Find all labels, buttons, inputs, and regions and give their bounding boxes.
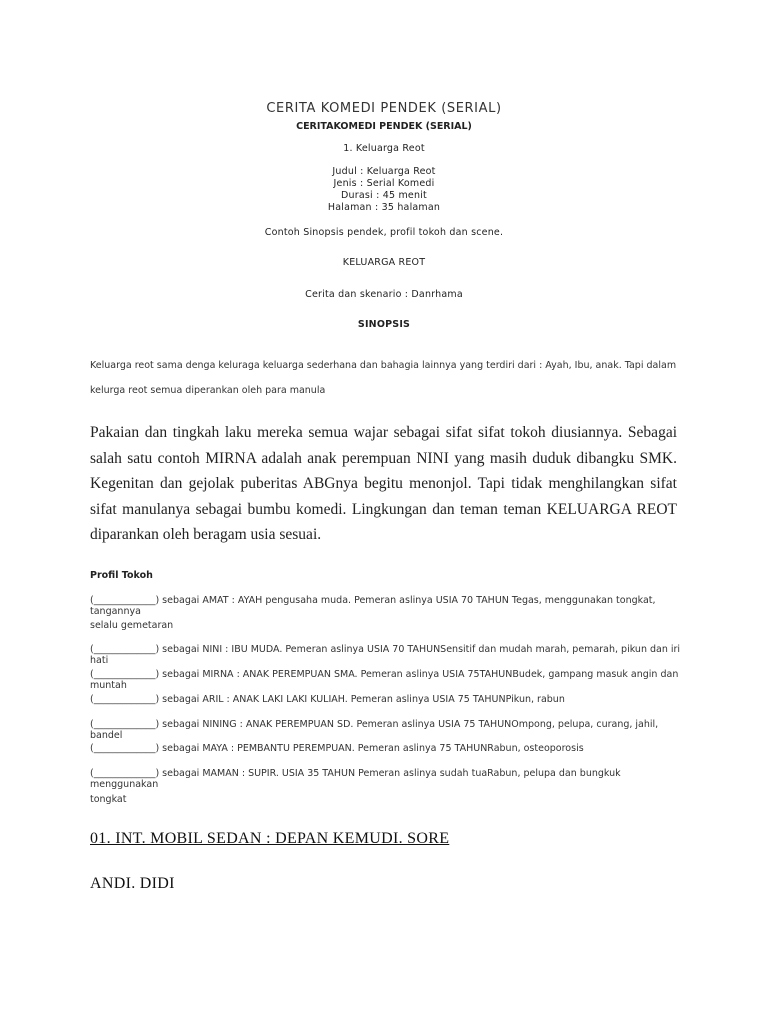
episode-meta (0, 143, 768, 214)
profil-line: (_____________) sebagai ARIL : ANAK LAKI LAKI KULIAH. Pemeran aslinya USIA 75 TAHUNPikun, rabun (90, 694, 565, 705)
profil-line: tongkat (90, 794, 127, 805)
profil-heading: Profil Tokoh (90, 570, 153, 581)
profil-line: selalu gemetaran (90, 620, 174, 631)
example-note: Contoh Sinopsis pendek, profil tokoh dan scene. (264, 227, 504, 238)
profil-line: (_____________) sebagai MIRNA : ANAK PEREMPUAN SMA. Pemeran aslinya USIA 75TAHUNBudek, gampang masuk angin dan muntah (90, 669, 679, 691)
profil-line: (_____________) sebagai NINI : IBU MUDA. Pemeran aslinya USIA 70 TAHUNSensitif dan mudah marah, pemarah, pikun dan iri hati (90, 644, 681, 666)
episode-number: 1. Keluarga Reot (343, 143, 425, 154)
profil-line: (_____________) sebagai NINING : ANAK PEREMPUAN SD. Pemeran aslinya USIA 75 TAHUNOmpong, pelupa, curang, jahil, bandel (90, 719, 659, 741)
character-names: ANDI. DIDI (90, 875, 175, 892)
spacer (0, 155, 768, 166)
sinopsis-line: Keluarga reot sama denga keluraga keluarga sederhana dan bahagia lainnya yang terdiri dari : Ayah, Ibu, anak. Tapi dalam (90, 360, 677, 371)
scene-heading: 01. INT. MOBIL SEDAN : DEPAN KEMUDI. SORE (90, 830, 450, 847)
sinopsis-line: kelurga reot semua diperankan oleh para manula (90, 385, 326, 396)
profil-line: (_____________) sebagai AMAT : AYAH pengusaha muda. Pemeran aslinya USIA 70 TAHUN Tegas, menggunakan tongkat, tangannya (90, 595, 656, 617)
document-title: CERITA KOMEDI PENDEK (SERIAL) (266, 101, 502, 116)
sinopsis-heading: SINOPSIS (357, 319, 411, 330)
profil-line: (_____________) sebagai MAYA : PEMBANTU PEREMPUAN. Pemeran aslinya 75 TAHUNRabun, osteoporosis (90, 743, 584, 754)
meta-halaman: Halaman : 35 halaman (327, 202, 441, 213)
story-title: KELUARGA REOT (342, 257, 426, 268)
document-subtitle: CERITAKOMEDI PENDEK (SERIAL) (296, 121, 472, 132)
meta-jenis: Jenis : Serial Komedi (333, 178, 435, 189)
meta-judul: Judul : Keluarga Reot (332, 166, 436, 177)
profil-line: (_____________) sebagai MAMAN : SUPIR. USIA 35 TAHUN Pemeran aslinya sudah tuaRabun, pelupa dan bungkuk menggunakan (90, 768, 621, 790)
author-credit: Cerita dan skenario : Danrhama (305, 289, 463, 300)
sinopsis-paragraph: Pakaian dan tingkah laku mereka semua wajar sebagai sifat sifat tokoh diusiannya. Sebagai salah satu contoh MIRNA adalah anak perempuan NINI yang masih duduk dibangku SMK. Kegenitan dan gejolak puberitas ABGnya begitu menonjol. Tapi tidak menghilangkan sifat sifat manulanya sebagai bumbu komedi. Lingkungan dan teman teman KELUARGA REOT diparankan oleh beragam usia sesuai. (90, 424, 677, 543)
meta-durasi: Durasi : 45 menit (341, 190, 427, 201)
